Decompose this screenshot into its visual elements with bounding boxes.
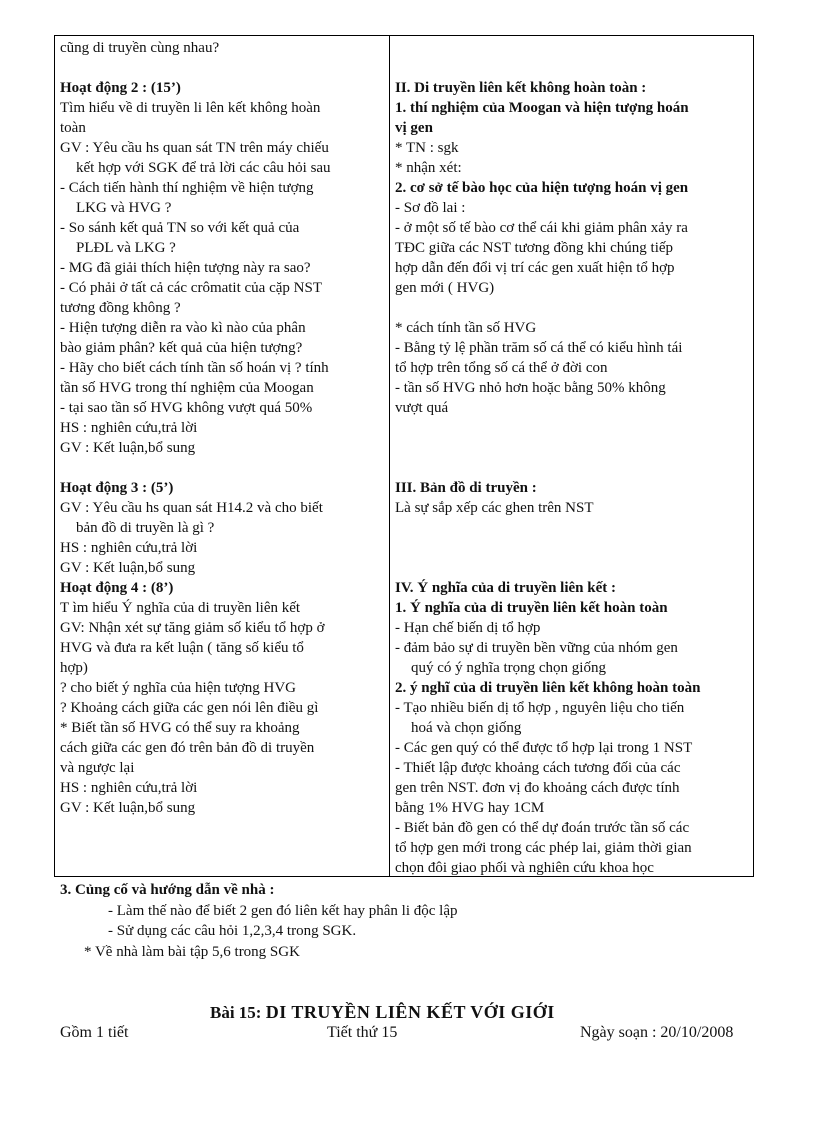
consolidation-item-2: - Sử dụng các câu hỏi 1,2,3,4 trong SGK. <box>108 923 357 939</box>
content-line: 1. Ý nghĩa của di truyền liên kết hoàn toàn <box>395 600 668 616</box>
content-line: - đảm bảo sự di truyền bền vững của nhóm gen <box>395 640 678 656</box>
content-line: * TN : sgk <box>395 140 459 156</box>
activity-line: - So sánh kết quả TN so với kết quả của <box>60 220 300 236</box>
content-line: - Bằng tỷ lệ phần trăm số cá thể có kiểu hình tái <box>395 340 683 356</box>
content-line: chọn đôi giao phối và nghiên cứu khoa học <box>395 860 654 876</box>
content-line: hợp dẫn đến đổi vị trí các gen xuất hiện tổ hợp <box>395 260 675 276</box>
content-line: 2. ý nghĩ của di truyền liên kết không hoàn toàn <box>395 680 701 696</box>
activity-line: GV : Yêu cầu hs quan sát H14.2 và cho biết <box>60 500 323 516</box>
content-line: * nhận xét: <box>395 160 462 176</box>
activity-line: bào giảm phân? kết quả của hiện tượng? <box>60 340 303 356</box>
content-line: vượt quá <box>395 400 449 416</box>
content-line: Là sự sắp xếp các ghen trên NST <box>395 500 594 516</box>
activity-line: cũng di truyền cùng nhau? <box>60 40 220 56</box>
content-line: * cách tính tần số HVG <box>395 320 537 336</box>
content-line: tổ hợp trên tổng số cá thể ở đời con <box>395 360 608 376</box>
activity-line: * Biết tần số HVG có thể suy ra khoảng <box>60 720 300 736</box>
content-line: - Hạn chế biến dị tổ hợp <box>395 620 541 636</box>
activity-line: HS : nghiên cứu,trả lời <box>60 540 198 556</box>
content-line: 2. cơ sở tế bào học của hiện tượng hoán vị gen <box>395 180 689 196</box>
activity-line: - Hãy cho biết cách tính tần số hoán vị ? tính <box>60 360 329 376</box>
activity-line: ? cho biết ý nghĩa của hiện tượng HVG <box>60 680 297 696</box>
content-line: - Các gen quý có thể được tổ hợp lại trong 1 NST <box>395 740 693 756</box>
content-line: bằng 1% HVG hay 1CM <box>395 800 545 816</box>
activity-line: Tìm hiểu về di truyền li lên kết không hoàn <box>60 100 321 116</box>
content-line: 1. thí nghiệm của Moogan và hiện tượng hoán <box>395 100 689 116</box>
activity-line: bản đồ di truyền là gì ? <box>76 520 215 536</box>
activity-line: Hoạt động 4 : (8’) <box>60 580 174 596</box>
homework-note: * Về nhà làm bài tập 5,6 trong SGK <box>84 944 300 960</box>
lesson-table <box>54 35 754 877</box>
activity-line: GV: Nhận xét sự tăng giảm số kiểu tổ hợp ở <box>60 620 325 636</box>
activity-line: ? Khoảng cách giữa các gen nói lên điều gì <box>60 700 319 716</box>
activity-line: - tại sao tần số HVG không vượt quá 50% <box>60 400 313 416</box>
content-line: gen trên NST. đơn vị đo khoảng cách được tính <box>395 780 680 796</box>
activity-line: GV : Kết luận,bổ sung <box>60 800 196 816</box>
content-line: IV. Ý nghĩa của di truyền liên kết : <box>395 580 617 596</box>
activity-line: Hoạt động 3 : (5’) <box>60 480 174 496</box>
activity-line: - MG đã giải thích hiện tượng này ra sao? <box>60 260 311 276</box>
activity-line: - Hiện tượng diễn ra vào kì nào của phân <box>60 320 306 336</box>
lesson-label: Bài 15: <box>210 1003 262 1022</box>
consolidation-item-1: - Làm thế nào để biết 2 gen đó liên kết hay phân li độc lập <box>108 903 458 919</box>
activity-line: hợp) <box>60 660 88 676</box>
consolidation-heading: 3. Củng cố và hướng dẫn về nhà : <box>60 882 275 898</box>
content-line: II. Di truyền liên kết không hoàn toàn : <box>395 80 647 96</box>
period-number: Tiết thứ 15 <box>327 1024 398 1041</box>
content-line: - Tạo nhiều biến dị tổ hợp , nguyên liệu cho tiến <box>395 700 685 716</box>
content-line: - tần số HVG nhỏ hơn hoặc bằng 50% không <box>395 380 666 396</box>
activity-line: kết hợp với SGK để trả lời các câu hỏi sau <box>76 160 331 176</box>
content-line: tổ hợp gen mới trong các phép lai, giảm thời gian <box>395 840 692 856</box>
lesson-name: DI TRUYỀN LIÊN KẾT VỚI GIỚI <box>265 1002 555 1022</box>
column-divider <box>389 36 390 876</box>
activity-line: Hoạt động 2 : (15’) <box>60 80 181 96</box>
activity-line: - Có phải ở tất cả các crômatit của cặp NST <box>60 280 322 296</box>
activity-line: HS : nghiên cứu,trả lời <box>60 780 198 796</box>
activity-line: T ìm hiểu Ý nghĩa của di truyền liên kết <box>60 600 301 616</box>
content-line: - ở một số tế bào cơ thể cái khi giảm phân xảy ra <box>395 220 688 236</box>
activity-line: GV : Kết luận,bổ sung <box>60 440 196 456</box>
content-line: vị gen <box>395 120 433 136</box>
activity-line: PLĐL và LKG ? <box>76 240 176 256</box>
activity-line: HVG và đưa ra kết luận ( tăng số kiểu tổ <box>60 640 304 656</box>
activity-line: và ngược lại <box>60 760 135 776</box>
lesson-periods: Gồm 1 tiết <box>60 1024 129 1041</box>
activity-line: - Cách tiến hành thí nghiệm về hiện tượng <box>60 180 314 196</box>
activity-line: LKG và HVG ? <box>76 200 172 216</box>
content-line: - Thiết lập được khoảng cách tương đối của các <box>395 760 681 776</box>
next-lesson-title <box>210 1002 555 1023</box>
content-line: - Sơ đồ lai : <box>395 200 466 216</box>
activity-line: cách giữa các gen đó trên bản đồ di truyền <box>60 740 315 756</box>
content-line: quý có ý nghĩa trọng chọn giống <box>411 660 606 676</box>
activity-line: HS : nghiên cứu,trả lời <box>60 420 198 436</box>
activity-line: tần số HVG trong thí nghiệm của Moogan <box>60 380 314 396</box>
activity-line: tương đồng không ? <box>60 300 181 316</box>
content-line: gen mới ( HVG) <box>395 280 495 296</box>
content-line: hoá và chọn giống <box>411 720 522 736</box>
content-line: - Biết bản đồ gen có thể dự đoán trước tần số các <box>395 820 690 836</box>
activity-line: GV : Yêu cầu hs quan sát TN trên máy chiếu <box>60 140 329 156</box>
activity-line: toàn <box>60 120 86 136</box>
preparation-date: Ngày soạn : 20/10/2008 <box>580 1024 734 1041</box>
content-line: TĐC giữa các NST tương đồng khi chúng tiếp <box>395 240 674 256</box>
content-line: III. Bản đồ di truyền : <box>395 480 537 496</box>
activity-line: GV : Kết luận,bổ sung <box>60 560 196 576</box>
